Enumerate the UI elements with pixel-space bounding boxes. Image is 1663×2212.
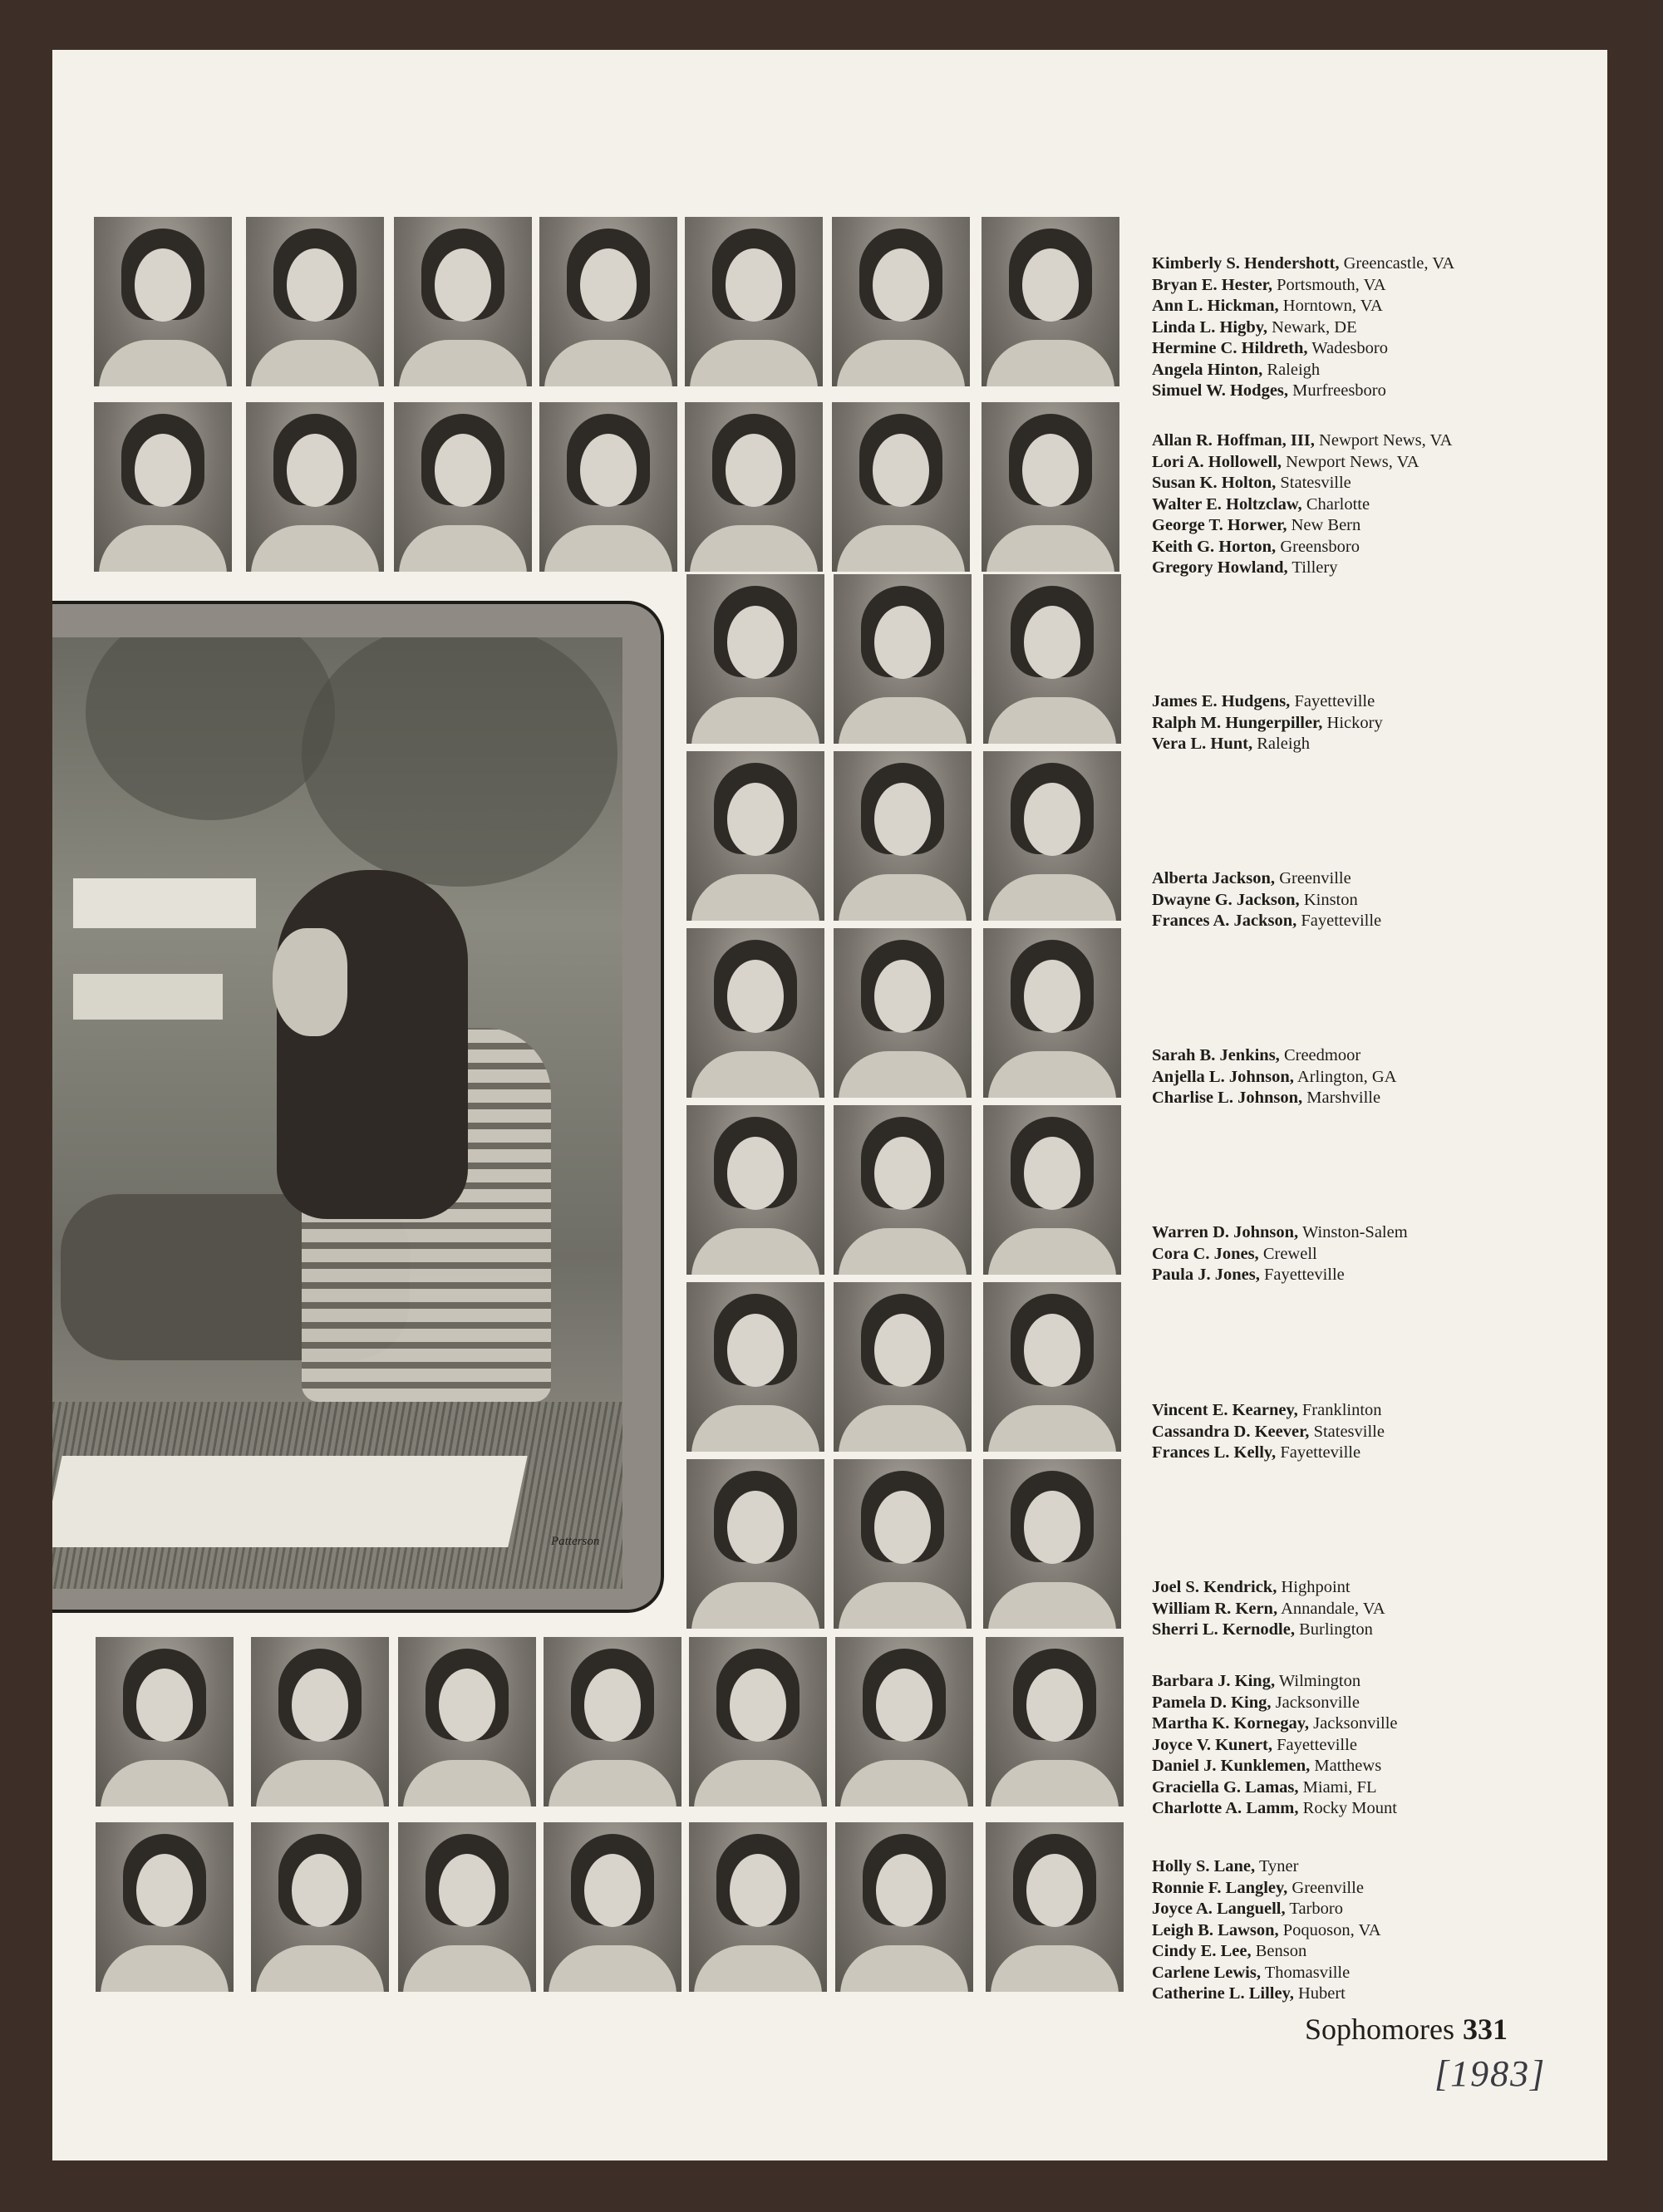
student-hometown: Arlington, GA [1296,1067,1397,1086]
student-name: Daniel J. Kunklemen, [1152,1757,1311,1775]
student-name: Anjella L. Johnson, [1152,1067,1294,1086]
student-entry [1152,360,1454,381]
student-portrait [689,1637,827,1806]
student-entry [1152,734,1383,755]
student-hometown: Fayetteville [1301,912,1382,930]
student-hometown: Miami, FL [1302,1777,1377,1797]
student-entry [1152,1983,1381,2005]
student-hometown: Fayetteville [1263,1266,1345,1284]
student-entry [1152,1777,1398,1799]
student-hometown: Annandale, VA [1281,1599,1385,1618]
student-portrait [394,217,532,386]
student-name: Barbara J. King, [1152,1672,1276,1690]
student-portrait [686,1105,824,1275]
student-hometown: Tillery [1292,558,1338,577]
student-portrait [544,1637,681,1806]
student-name: Holly S. Lane, [1152,1857,1256,1875]
student-entry [1152,430,1452,452]
student-name: Cora C. Jones, [1152,1244,1259,1263]
student-name: Leigh B. Lawson, [1152,1920,1279,1939]
student-portrait [834,1459,972,1629]
student-entry [1152,1400,1385,1422]
student-portrait [686,574,824,744]
student-portrait [986,1637,1124,1806]
student-name: Carlene Lewis, [1152,1963,1261,1982]
student-name: Sarah B. Jenkins, [1152,1046,1280,1064]
student-entry [1152,1671,1398,1693]
student-entry [1152,1045,1396,1067]
student-name: Vincent E. Kearney, [1152,1401,1298,1419]
student-entry [1152,473,1452,494]
student-portrait [835,1637,973,1806]
student-name: Joel S. Kendrick, [1152,1578,1277,1596]
student-name: Catherine L. Lilley, [1152,1984,1294,2003]
student-portrait [398,1822,536,1992]
student-entry [1152,275,1454,297]
student-entry [1152,1713,1398,1735]
student-entry [1152,1422,1385,1443]
student-hometown: Tarboro [1289,1900,1343,1918]
student-name: Angela Hinton, [1152,360,1263,379]
student-entry [1152,1920,1381,1942]
student-entry [1152,890,1381,912]
student-portrait [983,574,1121,744]
student-portrait [398,1637,536,1806]
student-portrait [251,1822,389,1992]
student-entry [1152,253,1454,275]
student-entry [1152,1088,1396,1109]
tree-foliage [302,637,617,887]
student-entry [1152,1756,1398,1777]
student-entry [1152,558,1452,579]
student-entry [1152,1735,1398,1757]
student-hometown: Greensboro [1280,537,1360,556]
student-name: Dwayne G. Jackson, [1152,890,1300,909]
student-entry [1152,1899,1381,1920]
student-hometown: Charlotte [1306,494,1370,514]
student-entry [1152,1599,1385,1620]
student-entry [1152,515,1452,537]
student-portrait [834,928,972,1098]
student-hometown: Newport News, VA [1286,452,1419,471]
student-hometown: Greencastle, VA [1343,254,1455,273]
open-book [52,1456,528,1547]
student-hometown: Fayetteville [1294,692,1375,710]
caption-block [1152,1222,1408,1286]
student-name: Ralph M. Hungerpiller, [1152,713,1323,732]
student-entry [1152,691,1383,713]
student-hair [277,870,468,1219]
student-portrait [832,402,970,572]
student-hometown: Fayetteville [1280,1443,1361,1462]
handwritten-year-note: [1983] [1434,2053,1547,2094]
feature-photo-student-reading [52,637,622,1589]
page-number: 331 [1463,2013,1508,2046]
student-hometown: Burlington [1299,1620,1373,1639]
student-entry [1152,452,1452,474]
photo-credit: Patterson [551,1535,600,1548]
student-hometown: Wilmington [1278,1672,1361,1690]
caption-block [1152,1856,1381,2005]
student-entry [1152,1265,1408,1286]
bench [73,974,223,1020]
student-portrait [686,1282,824,1452]
student-portrait [544,1822,681,1992]
student-portrait [94,402,232,572]
student-name: Frances L. Kelly, [1152,1443,1277,1462]
caption-block [1152,1400,1385,1464]
student-portrait [982,217,1119,386]
student-entry [1152,1577,1385,1599]
student-name: James E. Hudgens, [1152,692,1291,710]
student-name: Kimberly S. Hendershott, [1152,254,1340,273]
student-hometown: Hickory [1326,713,1383,732]
student-hometown: Statesville [1280,474,1351,492]
student-portrait [246,402,384,572]
student-entry [1152,1443,1385,1464]
student-portrait [686,1459,824,1629]
student-hometown: Poquoson, VA [1282,1920,1381,1939]
student-portrait [251,1637,389,1806]
student-portrait [685,217,823,386]
student-hometown: Newark, DE [1272,317,1357,337]
student-portrait [983,751,1121,921]
student-portrait [982,402,1119,572]
student-hometown: Marshville [1306,1089,1381,1107]
student-name: Ronnie F. Langley, [1152,1878,1288,1897]
student-name: Joyce A. Languell, [1152,1900,1286,1918]
student-entry [1152,911,1381,932]
student-portrait [394,402,532,572]
caption-block [1152,1577,1385,1641]
student-portrait [246,217,384,386]
student-hometown: Murfreesboro [1292,381,1386,400]
student-entry [1152,338,1454,360]
student-name: Susan K. Holton, [1152,474,1277,492]
student-portrait [983,1282,1121,1452]
student-hometown: Rocky Mount [1302,1799,1397,1817]
student-hometown: Greenville [1279,869,1351,887]
student-hometown: Statesville [1313,1422,1385,1441]
student-portrait [686,751,824,921]
student-entry [1152,1878,1381,1900]
section-title: Sophomores [1305,2013,1454,2046]
caption-block [1152,691,1383,755]
student-name: Paula J. Jones, [1152,1266,1260,1284]
student-portrait [94,217,232,386]
student-portrait [983,1105,1121,1275]
student-name: George T. Horwer, [1152,516,1287,534]
student-name: Cassandra D. Keever, [1152,1422,1310,1441]
student-entry [1152,1620,1385,1641]
student-hometown: Benson [1255,1942,1307,1960]
student-face [273,928,347,1036]
student-portrait [689,1822,827,1992]
student-entry [1152,1244,1408,1266]
student-entry [1152,1963,1381,1984]
student-hometown: New Bern [1291,516,1361,534]
student-entry [1152,537,1452,558]
student-hometown: Creedmoor [1283,1046,1361,1064]
bench [73,878,256,928]
student-entry [1152,381,1454,402]
student-name: Vera L. Hunt, [1152,735,1253,753]
student-hometown: Winston-Salem [1301,1223,1408,1241]
student-name: Frances A. Jackson, [1152,912,1297,930]
caption-block [1152,868,1381,932]
student-hometown: Newport News, VA [1319,431,1453,450]
student-portrait [986,1822,1124,1992]
student-hometown: Jacksonville [1313,1714,1398,1733]
caption-block [1152,430,1452,579]
student-name: Hermine C. Hildreth, [1152,339,1308,357]
student-name: Cindy E. Lee, [1152,1942,1252,1960]
student-entry [1152,713,1383,735]
student-name: Sherri L. Kernodle, [1152,1620,1295,1639]
student-entry [1152,1693,1398,1714]
student-hometown: Franklinton [1301,1401,1382,1419]
caption-block [1152,1671,1398,1820]
student-portrait [834,1282,972,1452]
student-hometown: Crewell [1262,1244,1317,1263]
student-hometown: Thomasville [1264,1963,1351,1982]
student-hometown: Tyner [1258,1857,1299,1875]
student-name: Walter E. Holtzclaw, [1152,494,1302,514]
student-hometown: Matthews [1314,1757,1382,1775]
student-portrait [834,574,972,744]
tree-foliage [86,637,335,820]
student-name: Gregory Howland, [1152,558,1288,577]
student-name: Joyce V. Kunert, [1152,1735,1273,1754]
student-portrait [834,1105,972,1275]
student-entry [1152,1222,1408,1244]
student-portrait [686,928,824,1098]
student-name: Ann L. Hickman, [1152,297,1279,315]
student-portrait [539,217,677,386]
student-hometown: Horntown, VA [1282,297,1383,315]
student-hometown: Raleigh [1257,735,1311,753]
student-name: Allan R. Hoffman, III, [1152,431,1315,450]
student-name: Graciella G. Lamas, [1152,1777,1299,1797]
student-name: Keith G. Horton, [1152,537,1277,556]
student-portrait [832,217,970,386]
student-portrait [96,1637,234,1806]
student-portrait [96,1822,234,1992]
caption-block [1152,253,1454,402]
student-name: Martha K. Kornegay, [1152,1714,1310,1733]
student-entry [1152,868,1381,890]
student-portrait [835,1822,973,1992]
student-name: Bryan E. Hester, [1152,275,1273,294]
student-entry [1152,317,1454,339]
feature-photo-frame [52,601,664,1613]
student-name: William R. Kern, [1152,1599,1278,1618]
student-portrait [834,751,972,921]
student-entry [1152,1798,1398,1820]
caption-block [1152,1045,1396,1109]
student-name: Charlotte A. Lamm, [1152,1799,1299,1817]
student-name: Simuel W. Hodges, [1152,381,1289,400]
student-hometown: Jacksonville [1275,1693,1360,1712]
student-entry [1152,1067,1396,1089]
page-footer [1305,2012,1508,2047]
student-name: Linda L. Higby, [1152,317,1268,337]
student-portrait [983,928,1121,1098]
student-name: Warren D. Johnson, [1152,1223,1299,1241]
student-hometown: Hubert [1297,1984,1346,2003]
student-entry [1152,494,1452,516]
student-portrait [685,402,823,572]
student-hometown: Fayetteville [1277,1735,1357,1754]
student-portrait [983,1459,1121,1629]
student-name: Lori A. Hollowell, [1152,452,1282,471]
student-hometown: Greenville [1292,1878,1364,1897]
student-hometown: Portsmouth, VA [1277,275,1386,294]
student-hometown: Highpoint [1281,1578,1351,1596]
student-name: Alberta Jackson, [1152,869,1276,887]
student-name: Charlise L. Johnson, [1152,1089,1303,1107]
student-entry [1152,1941,1381,1963]
student-name: Pamela D. King, [1152,1693,1272,1712]
student-entry [1152,296,1454,317]
student-hometown: Wadesboro [1311,339,1388,357]
student-hometown: Kinston [1303,890,1358,909]
student-entry [1152,1856,1381,1878]
student-hometown: Raleigh [1267,360,1321,379]
student-portrait [539,402,677,572]
